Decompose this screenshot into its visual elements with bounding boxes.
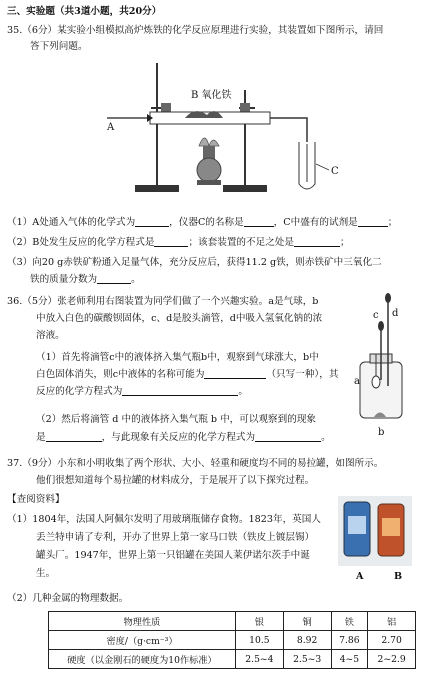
answer-blank[interactable] — [46, 431, 102, 442]
reference-2: （2）几种金属的物理数据。 — [7, 593, 129, 604]
q36-part2-line2: 是 ，与此现象有关反应的化学方程式为 。 — [36, 432, 331, 443]
cans-photo — [338, 496, 412, 566]
table-cell: 2~2.9 — [368, 650, 416, 669]
q35-part1: （1）A处通入气体的化学式为 ，仪器C的名称是 ，C中盛有的试剂是 ； — [7, 217, 398, 228]
left-stand-base — [135, 185, 179, 192]
q35-part3-line2: 铁的质量分数为 。 — [30, 274, 141, 285]
gas-bottle-balloon-diagram — [350, 290, 412, 440]
q35-part3-line1: （3）向20 g赤铁矿粉通入足量气体，充分反应后，获得11.2 g铁，则赤铁矿中三氧化二 — [7, 257, 382, 268]
answer-blank[interactable] — [255, 431, 321, 442]
table-header-row — [49, 612, 416, 631]
table-header-cell: 银 — [236, 612, 284, 631]
reference-heading: 【查阅资料】 — [7, 494, 65, 505]
answer-blank[interactable] — [135, 216, 169, 227]
q36-line2: 中放入白色的碳酸钡固体，c、d是胶头滴管，d中吸入氢氧化钠的浓 — [36, 313, 323, 324]
q36-part1-line2: 白色固体消失，则c中液体的名称可能为 （只写一种），其 — [36, 369, 339, 380]
answer-blank[interactable] — [294, 236, 340, 247]
blast-furnace-apparatus-diagram — [95, 58, 345, 203]
q36-part1-line1: （1）首先将滴管c中的液体挤入集气瓶b中，观察到气球涨大，b中 — [36, 352, 319, 363]
burner-flame — [199, 138, 219, 146]
label-c: C — [331, 166, 339, 177]
reference-1-line1: （1）1804年，法国人阿佩尔发明了用玻璃瓶储存食物。1823年，英国人 — [7, 514, 321, 525]
table-row — [49, 650, 416, 669]
answer-blank[interactable] — [154, 236, 188, 247]
q37-line1: 37.（9分）小东和小明收集了两个形状、大小、轻重和硬度均不同的易拉罐，如图所示。 — [7, 458, 384, 469]
answer-blank[interactable] — [244, 216, 274, 227]
answer-blank[interactable] — [358, 216, 388, 227]
table-header-cell: 铝 — [368, 612, 416, 631]
q36-line1: 36.（5分）张老师利用右图装置为同学们做了一个兴趣实验。a是气球，b — [7, 296, 319, 307]
table-cell: 4~5 — [331, 650, 368, 669]
q35-intro-line1: 35.（6分）某实验小组模拟高炉炼铁的化学反应原理进行实验，其装置如下图所示，请回 — [7, 25, 384, 36]
table-cell: 2.5~3 — [283, 650, 331, 669]
reference-1-line3: 罐头厂。1947年，世界上第一只铝罐在美国人莱伊诺尔茨手中诞 — [36, 550, 310, 561]
table-header-cell: 物理性质 — [49, 612, 236, 631]
q35-part2: （2）B处发生反应的化学方程式是 ；该套装置的不足之处是 ； — [7, 237, 350, 248]
reference-1-line2: 丢兰特申请了专利，开办了世界上第一家马口铁（铁皮上镀层锡） — [36, 532, 315, 543]
q36-line3: 溶液。 — [36, 330, 65, 341]
outlet-tube — [270, 118, 307, 144]
q36-part1-line3: 反应的化学方程式为 。 — [36, 386, 248, 397]
label-a: A — [107, 122, 115, 133]
table-header-cell: 铁 — [331, 612, 368, 631]
table-cell: 10.5 — [236, 631, 284, 650]
answer-blank[interactable] — [97, 273, 131, 284]
reference-1-line4: 生。 — [36, 568, 56, 579]
right-stand-base — [223, 185, 267, 192]
table-row — [49, 631, 416, 650]
balloon-a — [372, 376, 380, 388]
label-b-iron-oxide: B 氧化铁 — [191, 90, 232, 101]
q35-intro-line2: 答下列问题。 — [30, 41, 88, 52]
table-cell: 7.86 — [331, 631, 368, 650]
label-d: d — [392, 308, 399, 319]
photo-label-a: A — [356, 571, 364, 582]
label-b: b — [378, 427, 385, 438]
burner-body — [197, 158, 221, 182]
photo-label-b: B — [394, 571, 403, 582]
table-cell: 2.5~4 — [236, 650, 284, 669]
section-heading: 三、实验题（共3道小题，共20分） — [7, 6, 162, 17]
table-cell: 8.92 — [283, 631, 331, 650]
q36-part2-line1: （2）然后将滴管 d 中的液体挤入集气瓶 b 中，可以观察到的现象 — [36, 414, 317, 425]
q37-line2: 他们很想知道每个易拉罐的材料成分，于是展开了以下探究过程。 — [36, 475, 315, 486]
table-header-cell: 铜 — [283, 612, 331, 631]
table-cell: 密度/（g·cm⁻³） — [49, 631, 236, 650]
table-cell: 2.70 — [368, 631, 416, 650]
label-c: c — [373, 310, 379, 321]
label-a: a — [354, 376, 360, 387]
answer-blank[interactable] — [204, 368, 266, 379]
metal-properties-table — [48, 611, 416, 669]
answer-blank[interactable] — [122, 385, 238, 396]
table-cell: 硬度（以金刚石的硬度为10作标准） — [49, 650, 236, 669]
